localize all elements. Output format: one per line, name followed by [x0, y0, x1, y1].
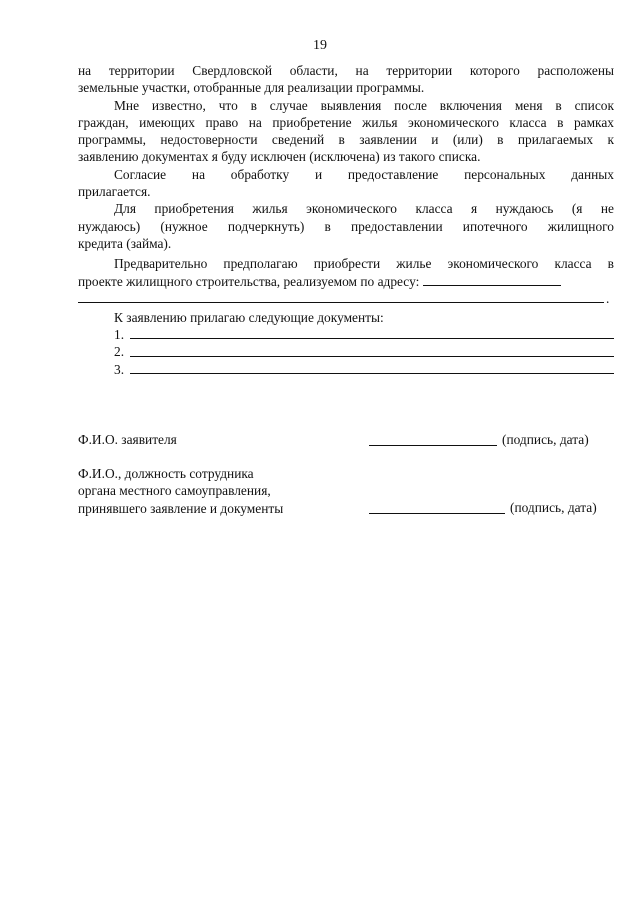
attachment-number: 3.: [114, 361, 125, 377]
underline: [130, 338, 614, 339]
paragraph-consent: [78, 166, 614, 201]
text-line: Для приобретения жилья экономического класса я нуждаюсь (я не: [114, 201, 614, 217]
address-field-continuation[interactable]: [78, 290, 614, 307]
text-line: Мне известно, что в случае выявления после включения меня в список: [114, 97, 614, 113]
text-line: граждан, имеющих право на приобретение жилья экономического класса в рамках: [78, 114, 614, 130]
text-line: Согласие на обработку и предоставление персональных данных: [114, 166, 614, 182]
paragraph-address: [78, 255, 614, 307]
text-line: Предварительно предполагаю приобрести жилье экономического класса в: [114, 256, 614, 272]
attachments-title: К заявлению прилагаю следующие документы:: [114, 309, 384, 325]
text-line: проекте жилищного строительства, реализуемом по адресу:: [78, 273, 420, 289]
official-label-line: принявшего заявление и документы: [78, 500, 284, 516]
attachment-line-3[interactable]: [78, 361, 614, 378]
official-label-line: органа местного самоуправления,: [78, 483, 271, 499]
applicant-name-label: Ф.И.О. заявителя: [78, 432, 177, 447]
text-line: заявлению документах я буду исключен (исключена) из такого списка.: [78, 149, 481, 165]
paragraph-territory: [78, 62, 614, 97]
text-line: земельные участки, отобранные для реализации программы.: [78, 80, 425, 96]
underline: [78, 302, 604, 303]
text-line: прилагается.: [78, 184, 151, 200]
attachment-line-2[interactable]: [78, 343, 614, 360]
attachment-number: 1.: [114, 327, 125, 343]
underline: [130, 356, 614, 357]
text-line: программы, недостоверности сведений в заявлении и (или) в прилагаемых к: [78, 132, 614, 148]
document-body: [78, 62, 614, 378]
paragraph-awareness: [78, 97, 614, 166]
text-line: на территории Свердловской области, на территории которого расположены: [78, 63, 614, 78]
official-label-line: Ф.И.О., должность сотрудника: [78, 466, 254, 481]
page-number: 19: [313, 38, 327, 53]
text-line: кредита (займа).: [78, 235, 172, 251]
attachment-number: 2.: [114, 344, 125, 360]
end-period: .: [606, 290, 610, 306]
attachment-line-1[interactable]: [78, 326, 614, 343]
official-signature-label: (подпись, дата): [510, 500, 597, 515]
paragraph-mortgage: [78, 200, 614, 252]
text-line: нуждаюсь) (нужное подчеркнуть) в предоставлении ипотечного жилищного: [78, 218, 614, 234]
applicant-signature-line[interactable]: [369, 445, 497, 446]
underline: [130, 373, 614, 374]
address-field-line[interactable]: [423, 284, 561, 286]
applicant-signature-label: (подпись, дата): [502, 432, 589, 447]
official-signature-line[interactable]: [369, 513, 505, 514]
official-label: [78, 465, 283, 517]
